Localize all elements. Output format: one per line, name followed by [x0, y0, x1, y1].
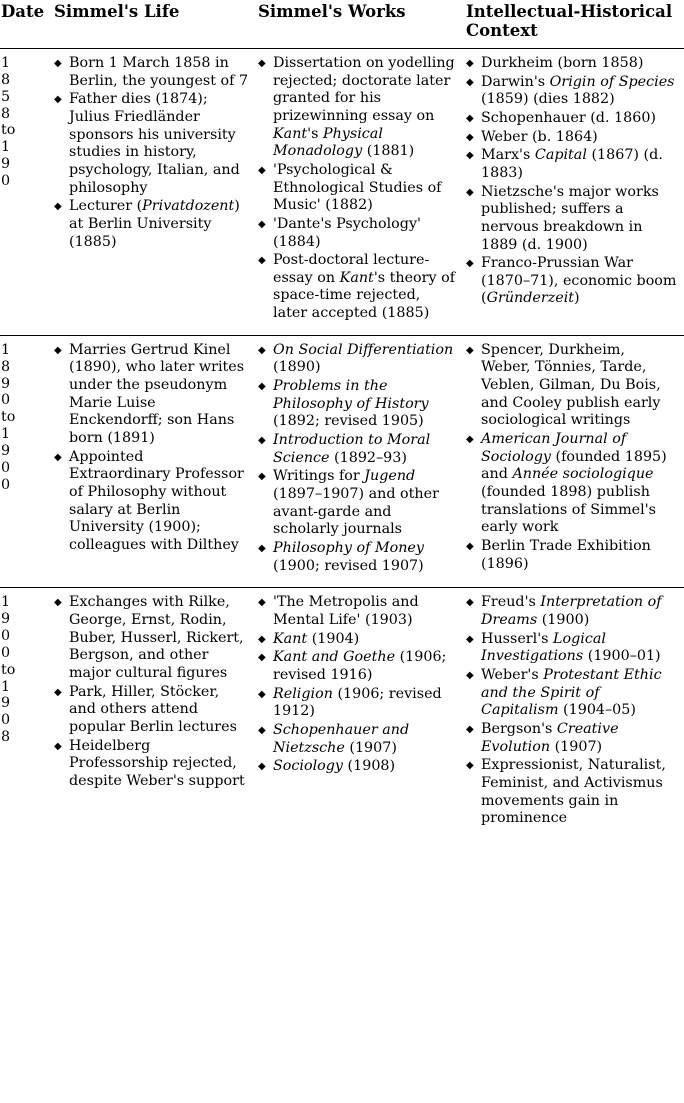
date-range-cell: [0, 335, 52, 588]
list-item-text: Sociology (1908): [273, 758, 396, 775]
diamond-bullet-icon: ◆: [54, 344, 62, 356]
date-digit: 1: [1, 341, 11, 358]
list-item-text: Lecturer (Privatdozent) at Berlin University (1885): [69, 198, 240, 250]
list-item-text: Berlin Trade Exhibition (1896): [481, 538, 651, 572]
date-digit: 1: [1, 426, 11, 443]
works-cell: [256, 588, 464, 840]
date-digit: 5: [1, 88, 11, 105]
context-cell: [464, 588, 684, 840]
diamond-bullet-icon: ◆: [466, 669, 474, 681]
works-cell: [256, 335, 464, 588]
life-cell-list: [54, 342, 249, 555]
list-item-text: Schopenhauer and Nietzsche (1907): [273, 721, 410, 756]
date-digit: 1: [1, 139, 11, 156]
list-item-text: Freud's Interpretation of Dreams (1900): [481, 594, 662, 628]
date-digit: 0: [1, 628, 11, 645]
list-item-text: 'Psychological & Ethnological Studies of Music' (1882): [273, 161, 442, 214]
list-item-text: Park, Hiller, Stöcker, and others attend popular Berlin lectures: [69, 683, 237, 735]
date-digit-stack: [1, 594, 50, 746]
list-item: [466, 431, 677, 537]
diamond-bullet-icon: ◆: [258, 164, 266, 176]
date-digit: to: [1, 122, 16, 139]
life-cell: [52, 588, 256, 840]
list-item: [258, 758, 457, 776]
list-item: [54, 738, 249, 791]
list-item-text: Schopenhauer (d. 1860): [481, 109, 656, 126]
list-item: [466, 721, 677, 756]
column-header-date: Date: [0, 0, 52, 48]
diamond-bullet-icon: ◆: [466, 57, 474, 69]
diamond-bullet-icon: ◆: [466, 633, 474, 645]
date-digit: 8: [1, 729, 11, 746]
list-item-text: Nietzsche's major works published; suffers a nervous breakdown in 1889 (d. 1900): [481, 183, 659, 253]
list-item-text: Born 1 March 1858 in Berlin, the youngest of 7: [69, 54, 249, 89]
date-digit: 0: [1, 712, 11, 729]
list-item-text: Religion (1906; revised 1912): [273, 685, 442, 720]
diamond-bullet-icon: ◆: [466, 344, 474, 356]
list-item-text: Darwin's Origin of Species (1859) (dies 1882): [481, 73, 675, 108]
date-digit: 0: [1, 392, 11, 409]
date-digit-stack: [1, 55, 50, 190]
date-digit: 9: [1, 375, 11, 392]
date-digit: 1: [1, 678, 11, 695]
list-item: [258, 468, 457, 539]
list-item-text: Marries Gertrud Kinel (1890), who later writes under the pseudonym Marie Luise Enckendorff; son Hans born (1891): [69, 341, 245, 447]
list-item: [466, 667, 677, 720]
list-item: [258, 649, 457, 684]
diamond-bullet-icon: ◆: [258, 652, 266, 664]
context-cell-list: [466, 55, 677, 308]
list-item: [466, 631, 677, 666]
date-digit: 1: [1, 594, 11, 611]
list-item: [54, 91, 249, 197]
list-item: [466, 110, 677, 128]
list-item-text: Durkheim (born 1858): [481, 54, 644, 71]
list-item: [466, 342, 677, 430]
list-item-text: Marx's Capital (1867) (d. 1883): [481, 147, 663, 181]
list-item-text: Introduction to Moral Science (1892–93): [273, 432, 431, 466]
date-digit: to: [1, 661, 16, 678]
diamond-bullet-icon: ◆: [258, 344, 266, 356]
list-item-text: Heidelberg Professorship rejected, despite Weber's support: [69, 737, 245, 789]
diamond-bullet-icon: ◆: [258, 633, 266, 645]
life-cell-list: [54, 594, 249, 790]
life-cell: [52, 48, 256, 335]
list-item: [466, 255, 677, 308]
context-cell: [464, 48, 684, 335]
list-item-text: Kant and Goethe (1906; revised 1916): [273, 649, 447, 683]
date-digit: 8: [1, 358, 11, 375]
list-item: [258, 540, 457, 575]
works-cell-list: [258, 594, 457, 776]
diamond-bullet-icon: ◆: [54, 94, 62, 106]
diamond-bullet-icon: ◆: [466, 258, 474, 270]
list-item: [54, 684, 249, 737]
context-cell-list: [466, 594, 677, 828]
list-item: [54, 449, 249, 555]
list-item: [258, 162, 457, 215]
date-digit-stack: [1, 342, 50, 494]
list-item-text: Husserl's Logical Investigations (1900–01): [481, 630, 661, 665]
diamond-bullet-icon: ◆: [258, 255, 266, 267]
list-item-text: Bergson's Creative Evolution (1907): [481, 720, 619, 755]
list-item: [54, 55, 249, 90]
diamond-bullet-icon: ◆: [54, 201, 62, 213]
date-digit: to: [1, 409, 16, 426]
list-item: [258, 631, 457, 649]
list-item: [258, 432, 457, 467]
list-item: [466, 147, 677, 182]
date-digit: 0: [1, 644, 11, 661]
list-item: [258, 686, 457, 721]
list-item: [258, 378, 457, 431]
life-cell-list: [54, 55, 249, 251]
list-item: [258, 342, 457, 377]
diamond-bullet-icon: ◆: [258, 597, 266, 609]
diamond-bullet-icon: ◆: [54, 740, 62, 752]
table-row: [0, 48, 684, 335]
list-item-text: Spencer, Durkheim, Weber, Tönnies, Tarde, Veblen, Gilman, Du Bois, and Cooley publish early sociological writings: [481, 341, 661, 429]
diamond-bullet-icon: ◆: [466, 597, 474, 609]
date-digit: 1: [1, 54, 11, 71]
list-item: [466, 757, 677, 828]
list-item: [258, 594, 457, 629]
date-digit: 0: [1, 172, 11, 189]
date-digit: 9: [1, 156, 11, 173]
list-item-text: Problems in the Philosophy of History (1892; revised 1905): [273, 378, 429, 430]
date-range-cell: [0, 588, 52, 840]
list-item-text: Weber's Protestant Ethic and the Spirit of Capitalism (1904–05): [481, 666, 662, 719]
diamond-bullet-icon: ◆: [258, 724, 266, 736]
diamond-bullet-icon: ◆: [258, 761, 266, 773]
diamond-bullet-icon: ◆: [54, 57, 62, 69]
diamond-bullet-icon: ◆: [258, 381, 266, 393]
life-cell: [52, 335, 256, 588]
list-item-text: Dissertation on yodelling rejected; doctorate later granted for his prizewinning essay on Kant's Physical Monadology (1881): [273, 54, 455, 160]
diamond-bullet-icon: ◆: [466, 112, 474, 124]
list-item-text: Appointed Extraordinary Professor of Philosophy without salary at Berlin University (1900); colleagues with Dilthey: [69, 448, 244, 553]
list-item-text: On Social Differentiation (1890): [273, 341, 454, 376]
diamond-bullet-icon: ◆: [466, 131, 474, 143]
works-cell: [256, 48, 464, 335]
list-item: [466, 538, 677, 573]
list-item-text: American Journal of Sociology (founded 1895) and Année sociologique (founded 1898) publish translations of Simmel's early work: [481, 431, 667, 536]
table-row: [0, 335, 684, 588]
header-row: [0, 0, 684, 48]
date-digit: 9: [1, 695, 11, 712]
date-digit: 9: [1, 611, 11, 628]
diamond-bullet-icon: ◆: [258, 218, 266, 230]
diamond-bullet-icon: ◆: [258, 688, 266, 700]
column-header-life: Simmel's Life: [52, 0, 256, 48]
diamond-bullet-icon: ◆: [466, 150, 474, 162]
list-item-text: Franco-Prussian War (1870–71), economic boom (Gründerzeit): [481, 255, 677, 307]
date-digit: 0: [1, 476, 11, 493]
diamond-bullet-icon: ◆: [466, 541, 474, 552]
diamond-bullet-icon: ◆: [54, 451, 62, 463]
list-item: [258, 252, 457, 323]
column-header-works: Simmel's Works: [256, 0, 464, 48]
list-item: [466, 184, 677, 255]
diamond-bullet-icon: ◆: [466, 434, 474, 446]
table-body: [0, 48, 684, 839]
works-cell-list: [258, 342, 457, 576]
list-item-text: Expressionist, Naturalist, Feminist, and Activismus movements gain in prominence: [481, 757, 666, 827]
context-cell: [464, 335, 684, 588]
diamond-bullet-icon: ◆: [54, 686, 62, 698]
list-item-text: 'The Metropolis and Mental Life' (1903): [273, 594, 419, 628]
list-item-text: Kant (1904): [273, 630, 360, 647]
diamond-bullet-icon: ◆: [466, 186, 474, 198]
diamond-bullet-icon: ◆: [258, 471, 266, 483]
diamond-bullet-icon: ◆: [258, 435, 266, 447]
date-range-cell: [0, 48, 52, 335]
list-item: [54, 198, 249, 251]
diamond-bullet-icon: ◆: [54, 597, 62, 609]
diamond-bullet-icon: ◆: [258, 543, 266, 554]
diamond-bullet-icon: ◆: [466, 723, 474, 735]
context-cell-list: [466, 342, 677, 574]
date-digit: 0: [1, 459, 11, 476]
date-digit: 8: [1, 105, 11, 122]
table-row: [0, 588, 684, 840]
list-item-text: Writings for Jugend (1897–1907) and other avant-garde and scholarly journals: [273, 468, 439, 538]
list-item-text: Philosophy of Money (1900; revised 1907): [273, 540, 424, 574]
list-item-text: 'Dante's Psychology' (1884): [273, 215, 421, 250]
list-item: [54, 342, 249, 448]
list-item: [54, 594, 249, 682]
list-item: [466, 55, 677, 73]
works-cell-list: [258, 55, 457, 323]
list-item: [258, 216, 457, 251]
date-digit: 9: [1, 442, 11, 459]
list-item: [466, 129, 677, 147]
list-item: [258, 55, 457, 161]
diamond-bullet-icon: ◆: [466, 760, 474, 772]
list-item-text: Post-doctoral lecture-essay on Kant's theory of space-time rejected, later accepted (1885): [273, 252, 456, 322]
list-item: [466, 74, 677, 109]
diamond-bullet-icon: ◆: [258, 57, 266, 69]
list-item-text: Exchanges with Rilke, George, Ernst, Rodin, Buber, Husserl, Rickert, Bergson, and other major cultural figures: [69, 594, 244, 681]
column-header-context: Intellectual-Historical Context: [464, 0, 684, 48]
list-item-text: Father dies (1874); Julius Friedländer sponsors his university studies in history, psychology, Italian, and philosophy: [69, 91, 240, 196]
diamond-bullet-icon: ◆: [466, 76, 474, 88]
table-header: [0, 0, 684, 48]
date-digit: 8: [1, 71, 11, 88]
list-item: [466, 594, 677, 629]
list-item-text: Weber (b. 1864): [481, 128, 598, 145]
list-item: [258, 722, 457, 757]
